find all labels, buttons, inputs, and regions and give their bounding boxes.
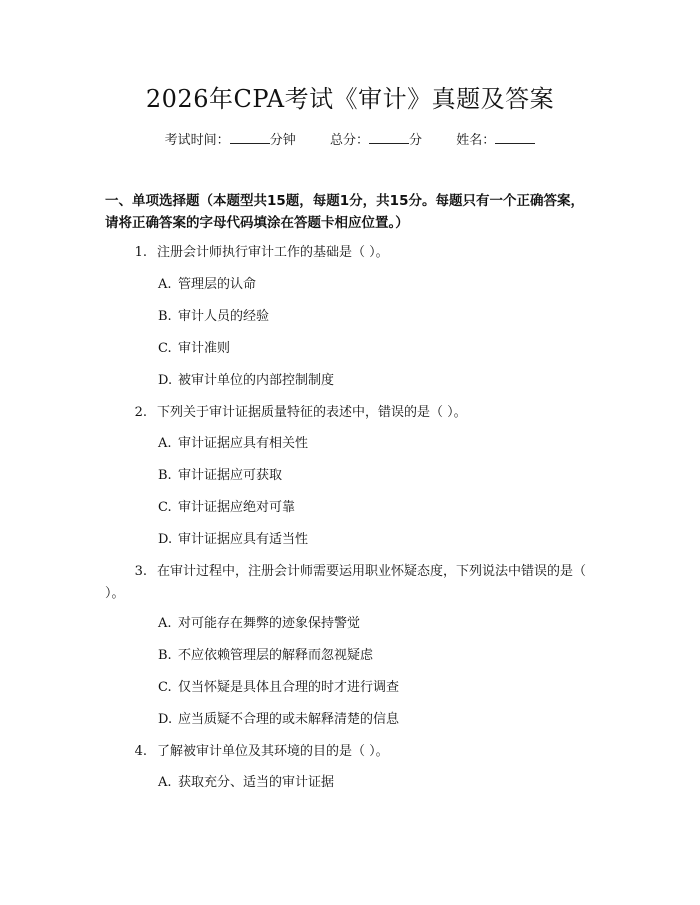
question-text: 注册会计师执行审计工作的基础是（ ）。 bbox=[157, 245, 389, 260]
exam-meta-line bbox=[0, 131, 700, 150]
option-3d bbox=[158, 710, 598, 730]
option-1b bbox=[158, 307, 598, 327]
option-text: 应当质疑不合理的或未解释清楚的信息 bbox=[178, 712, 400, 727]
option-text: 审计准则 bbox=[178, 341, 231, 356]
question-number: 1. bbox=[134, 245, 147, 260]
option-text: 审计证据应可获取 bbox=[178, 468, 283, 483]
page-title: 2026年CPA考试《审计》真题及答案 bbox=[145, 85, 555, 113]
option-letter: C. bbox=[158, 680, 172, 695]
time-label: 考试时间： bbox=[164, 133, 230, 148]
score-label: 总分： bbox=[329, 133, 369, 148]
option-text: 审计证据应具有适当性 bbox=[178, 532, 309, 547]
question-text: 下列关于审计证据质量特征的表述中，错误的是（ ）。 bbox=[157, 405, 467, 420]
option-2a bbox=[158, 434, 598, 454]
question-number: 2. bbox=[134, 405, 147, 420]
question-number: 4. bbox=[134, 744, 147, 759]
option-text: 审计人员的经验 bbox=[178, 309, 270, 324]
question-2 bbox=[105, 402, 595, 424]
option-letter: D. bbox=[158, 712, 173, 727]
option-text: 被审计单位的内部控制制度 bbox=[178, 373, 335, 388]
option-2d bbox=[158, 530, 598, 550]
option-text: 获取充分、适当的审计证据 bbox=[178, 775, 335, 790]
option-letter: C. bbox=[158, 341, 172, 356]
option-letter: A. bbox=[158, 277, 172, 292]
option-text: 审计证据应绝对可靠 bbox=[178, 500, 296, 515]
option-3b bbox=[158, 646, 598, 666]
question-1 bbox=[105, 242, 595, 264]
option-letter: A. bbox=[158, 775, 172, 790]
question-4 bbox=[105, 741, 595, 763]
name-label: 姓名： bbox=[456, 133, 496, 148]
question-text: 了解被审计单位及其环境的目的是（ ）。 bbox=[157, 744, 389, 759]
option-2b bbox=[158, 466, 598, 486]
option-1d bbox=[158, 371, 598, 391]
option-1c bbox=[158, 339, 598, 359]
score-blank bbox=[369, 131, 409, 144]
option-letter: A. bbox=[158, 436, 172, 451]
time-blank bbox=[230, 131, 270, 144]
time-unit: 分钟 bbox=[269, 133, 296, 148]
score-unit: 分 bbox=[409, 133, 423, 148]
section-heading: 一、单项选择题（本题型共15题，每题1分，共15分。每题只有一个正确答案，请将正确答案的字母代码填涂在答题卡相应位置。） bbox=[105, 193, 584, 231]
option-letter: D. bbox=[158, 373, 173, 388]
option-text: 管理层的认命 bbox=[178, 277, 257, 292]
option-2c bbox=[158, 498, 598, 518]
option-3a bbox=[158, 614, 598, 634]
name-blank bbox=[495, 131, 535, 144]
option-letter: B. bbox=[158, 468, 172, 483]
option-text: 审计证据应具有相关性 bbox=[178, 436, 309, 451]
option-3c bbox=[158, 678, 598, 698]
option-1a bbox=[158, 275, 598, 295]
option-text: 对可能存在舞弊的迹象保持警觉 bbox=[178, 616, 361, 631]
option-text: 不应依赖管理层的解释而忽视疑虑 bbox=[178, 648, 374, 663]
option-letter: D. bbox=[158, 532, 173, 547]
option-4a bbox=[158, 773, 598, 793]
question-number: 3. bbox=[134, 564, 147, 579]
question-text: 在审计过程中，注册会计师需要运用职业怀疑态度，下列说法中错误的是（ ）。 bbox=[105, 564, 587, 601]
option-letter: B. bbox=[158, 648, 172, 663]
option-letter: C. bbox=[158, 500, 172, 515]
option-letter: A. bbox=[158, 616, 172, 631]
question-3 bbox=[105, 561, 595, 605]
option-letter: B. bbox=[158, 309, 172, 324]
option-text: 仅当怀疑是具体且合理的时才进行调查 bbox=[178, 680, 400, 695]
